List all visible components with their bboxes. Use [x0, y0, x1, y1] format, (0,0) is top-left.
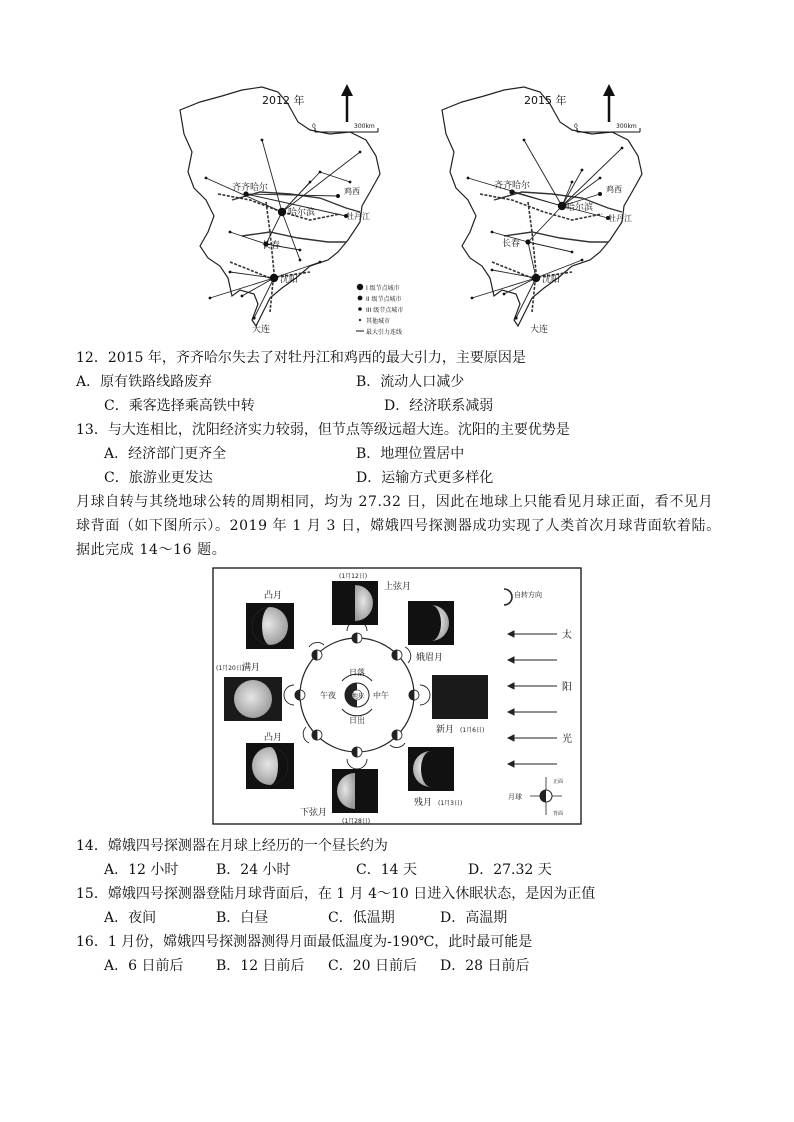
waxing-crescent-label: 娥眉月 — [416, 653, 444, 663]
svg-text:最大引力连线: 最大引力连线 — [366, 329, 403, 336]
svg-text:大连: 大连 — [530, 325, 549, 335]
q13-stem: 13．与大连相比，沈阳经济实力较弱，但节点等级远超大连。沈阳的主要优势是 — [76, 422, 570, 438]
q13-option-c[interactable]: C．旅游业更发达 — [104, 470, 213, 486]
full-moon-label: 满月 — [242, 663, 261, 673]
q16-option-b[interactable]: B．12 日前后 — [216, 958, 305, 974]
q12-option-d[interactable]: D．经济联系减弱 — [384, 398, 494, 414]
svg-text:(1月12日): (1月12日) — [339, 573, 368, 580]
q16-stem: 16．1 月份，嫦娥四号探测器测得月面最低温度为-190℃，此时最可能是 — [76, 934, 533, 950]
gibbous-bottom-label: 凸月 — [264, 733, 283, 743]
svg-text:(1月3日): (1月3日) — [438, 800, 463, 807]
map-2012-year: 2012 年 — [262, 94, 305, 107]
midnight-label: 午夜 — [320, 691, 336, 700]
q16-option-a[interactable]: A．6 日前后 — [104, 958, 184, 974]
map-legend — [356, 284, 403, 336]
q15-option-b[interactable]: B．白昼 — [216, 910, 269, 926]
sun-char-2: 阳 — [562, 682, 572, 693]
q15-stem: 15．嫦娥四号探测器登陆月球背面后，在 1 月 4～10 日进入休眠状态，是因为正值 — [76, 886, 596, 902]
first-quarter-label: 上弦月 — [384, 582, 412, 592]
q14-option-a[interactable]: A．12 小时 — [104, 862, 179, 878]
label-changchun: 长春 — [262, 241, 281, 251]
attraction-lines-2015 — [468, 140, 622, 318]
map-2015 — [432, 82, 660, 340]
gibbous-top-label: 凸月 — [264, 591, 283, 601]
label-qiqihar: 齐齐哈尔 — [232, 183, 269, 193]
svg-text:(1月6日): (1月6日) — [460, 727, 485, 734]
moon-phase-diagram — [212, 567, 582, 825]
earth-label: 地球 — [352, 693, 365, 700]
svg-text:II 级节点城市: II 级节点城市 — [366, 296, 402, 303]
sun-char-3: 光 — [562, 734, 572, 745]
q15-option-a[interactable]: A．夜间 — [104, 910, 157, 926]
q14-option-c[interactable]: C．14 天 — [356, 862, 417, 878]
sunset-label: 日落 — [349, 668, 365, 677]
last-quarter-label: 下弦月 — [300, 808, 328, 818]
intro-paragraph: 月球自转与其绕地球公转的周期相同，均为 27.32 日，因此在地球上只能看见月球正面，看不见月球背面（如下图所示）。2019 年 1 月 3 日，嫦娥四号探测器成功实现了人类首次月球背面软着陆。据此完成 14～16 题。 — [76, 494, 721, 558]
key-back-label: 背面 — [553, 811, 564, 817]
noon-label: 中午 — [373, 691, 389, 700]
svg-text:0: 0 — [312, 123, 316, 130]
q15-option-d[interactable]: D．高温期 — [440, 910, 508, 926]
svg-text:I 级节点城市: I 级节点城市 — [366, 285, 400, 292]
q13-option-a[interactable]: A．经济部门更齐全 — [104, 446, 227, 462]
svg-text:0: 0 — [574, 123, 578, 130]
svg-text:沈阳: 沈阳 — [542, 275, 561, 285]
svg-text:其他城市: 其他城市 — [366, 318, 391, 325]
q13-option-d[interactable]: D．运输方式更多样化 — [356, 470, 494, 486]
new-moon-label: 新月 — [436, 725, 455, 735]
key-moon-label: 月球 — [508, 793, 522, 801]
new-moon-photo — [432, 675, 488, 719]
sun-char-1: 太 — [562, 630, 572, 641]
q13-option-b[interactable]: B．地理位置居中 — [356, 446, 465, 462]
north-label: N — [344, 89, 349, 96]
rotation-label: 自转方向 — [514, 591, 542, 599]
q12-stem: 12．2015 年，齐齐哈尔失去了对牡丹江和鸡西的最大引力，主要原因是 — [76, 350, 526, 366]
svg-text:300km: 300km — [616, 123, 637, 130]
svg-text:鸡西: 鸡西 — [606, 185, 622, 194]
svg-text:牡丹江: 牡丹江 — [608, 214, 632, 223]
q14-stem: 14．嫦娥四号探测器在月球上经历的一个昼长约为 — [76, 838, 388, 854]
label-shenyang: 沈阳 — [280, 275, 299, 285]
label-jixi: 鸡西 — [344, 187, 360, 196]
map-2015-year: 2015 年 — [524, 94, 567, 107]
q15-option-c[interactable]: C．低温期 — [328, 910, 395, 926]
q12-option-a[interactable]: A．原有铁路线路废弃 — [76, 374, 213, 390]
svg-text:N: N — [606, 89, 611, 96]
q14-option-d[interactable]: D．27.32 天 — [468, 862, 552, 878]
attraction-lines-2012 — [206, 140, 360, 318]
q12-option-c[interactable]: C．乘客选择乘高铁中转 — [104, 398, 255, 414]
label-mudanjiang: 牡丹江 — [346, 212, 370, 221]
svg-text:III 级节点城市: III 级节点城市 — [366, 307, 404, 314]
q14-option-b[interactable]: B．24 小时 — [216, 862, 291, 878]
q16-option-d[interactable]: D．28 日前后 — [440, 958, 530, 974]
waning-crescent-label: 残月 — [414, 798, 433, 808]
q12-option-b[interactable]: B．流动人口减少 — [356, 374, 465, 390]
label-dalian: 大连 — [252, 325, 271, 335]
svg-text:(1月20日): (1月20日) — [216, 665, 245, 672]
svg-text:长春: 长春 — [502, 239, 521, 249]
sunrise-label: 日出 — [349, 716, 365, 725]
svg-text:(1月28日): (1月28日) — [342, 818, 371, 825]
q16-option-c[interactable]: C．20 日前后 — [328, 958, 417, 974]
svg-text:齐齐哈尔: 齐齐哈尔 — [494, 181, 531, 191]
svg-text:300km: 300km — [354, 123, 375, 130]
label-harbin: 哈尔滨 — [288, 208, 316, 218]
map-2012 — [170, 82, 404, 340]
key-front-label: 正面 — [553, 779, 564, 785]
svg-text:哈尔滨: 哈尔滨 — [566, 203, 594, 213]
